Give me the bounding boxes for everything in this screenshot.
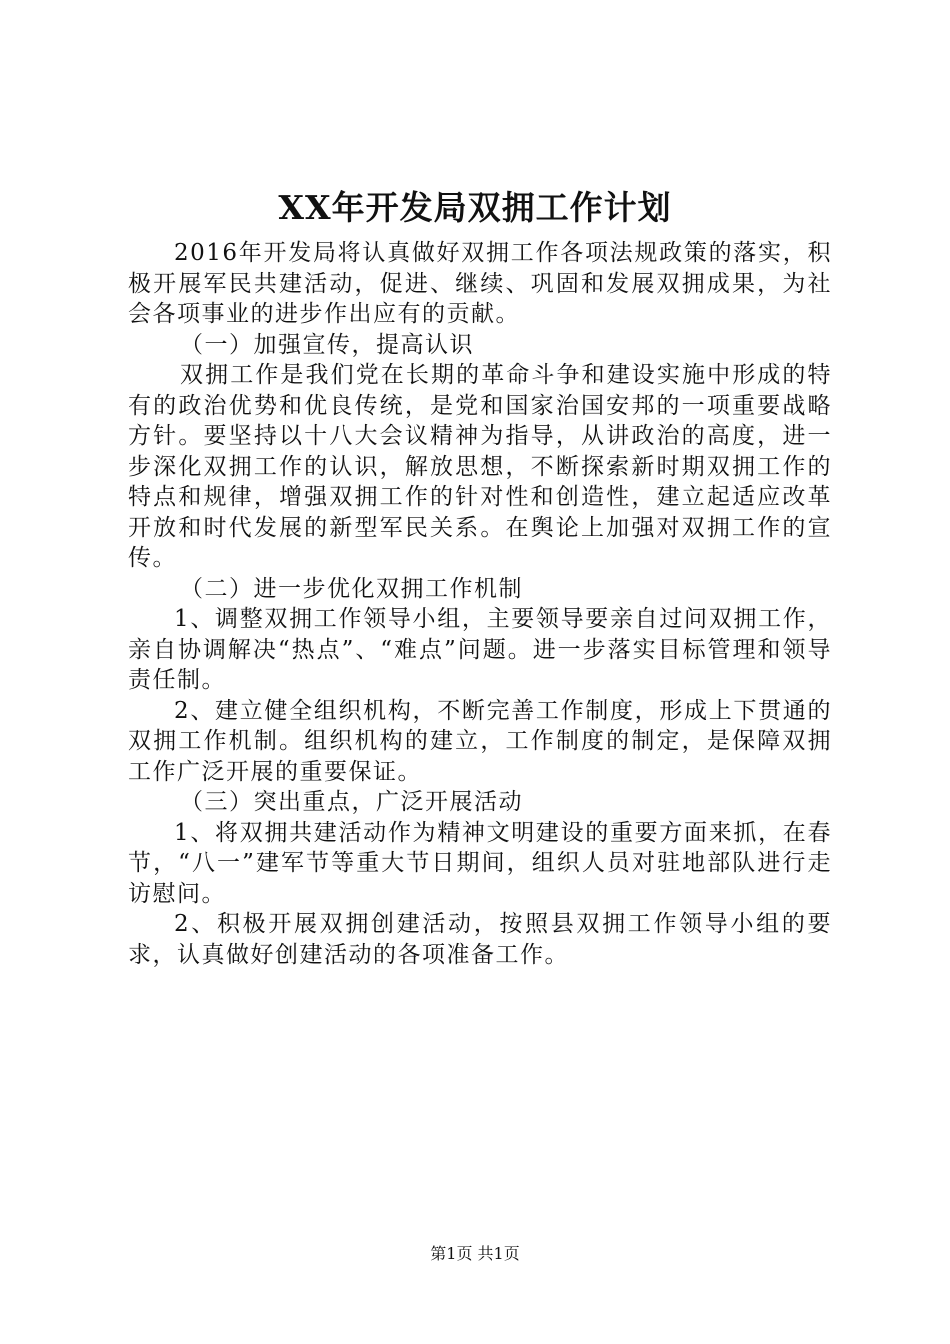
section-3-item-1: 1、将双拥共建活动作为精神文明建设的重要方面来抓，在春节，“八一”建军节等重大节日期间，组织人员对驻地部队进行走访慰问。 <box>128 819 832 907</box>
intro-paragraph: 2016年开发局将认真做好双拥工作各项法规政策的落实，积极开展军民共建活动，促进、继续、巩固和发展双拥成果，为社会各项事业的进步作出应有的贡献。 <box>128 240 832 327</box>
section-heading-2: （二）进一步优化双拥工作机制 <box>180 575 523 602</box>
section-2-item-2: 2、建立健全组织机构，不断完善工作制度，形成上下贯通的双拥工作机制。组织机构的建立，工作制度的制定，是保障双拥工作广泛开展的重要保证。 <box>128 697 832 785</box>
section-2-item-1: 1、调整双拥工作领导小组，主要领导要亲自过问双拥工作，亲自协调解决“热点”、“难点”问题。进一步落实目标管理和领导责任制。 <box>128 606 832 693</box>
section-heading-3: （三）突出重点，广泛开展活动 <box>180 789 523 815</box>
document-body <box>128 238 832 970</box>
section-heading-1: （一）加强宣传，提高认识 <box>180 331 474 358</box>
section-1-paragraph: 双拥工作是我们党在长期的革命斗争和建设实施中形成的特有的政治优势和优良传统，是党和国家治国安邦的一项重要战略方针。要坚持以十八大会议精神为指导，从讲政治的高度，进一步深化双拥工作的认识，解放思想，不断探索新时期双拥工作的特点和规律，增强双拥工作的针对性和创造性，建立起适应改革开放和时代发展的新型军民关系。在舆论上加强对双拥工作的宣传。 <box>128 362 832 571</box>
document-title: XX年开发局双拥工作计划 <box>278 188 672 227</box>
section-3-item-2: 2、积极开展双拥创建活动，按照县双拥工作领导小组的要求，认真做好创建活动的各项准备工作。 <box>128 911 832 968</box>
page-footer: 第1页 共1页 <box>430 1244 520 1263</box>
